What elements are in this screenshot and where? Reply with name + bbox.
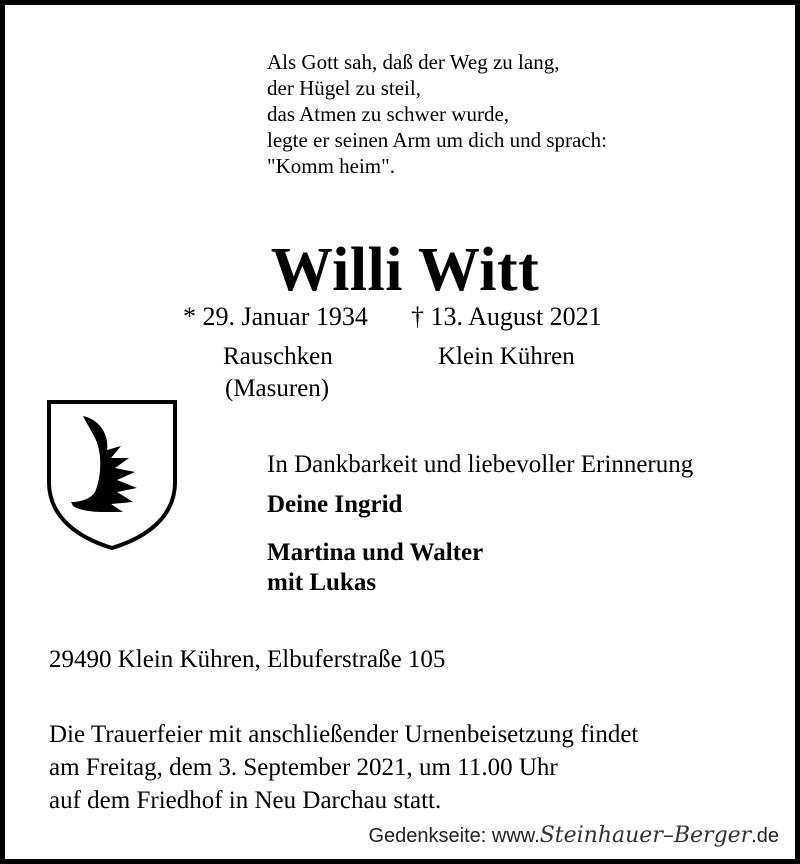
url-suffix: .de: [751, 825, 779, 847]
poem-line: legte er seinen Arm um dich und sprach:: [267, 128, 607, 152]
death-date: † 13. August 2021: [411, 302, 602, 331]
notice-line: Die Trauerfeier mit anschließender Urnenbeisetzung findet: [49, 721, 639, 748]
brand-name-part2: Berger: [673, 823, 752, 848]
notice-line: am Freitag, dem 3. September 2021, um 11.00 Uhr: [49, 754, 558, 781]
deathplace: Klein Kühren: [438, 343, 575, 370]
poem-line: das Atmen zu schwer wurde,: [267, 102, 510, 126]
memorial-label: Gedenkseite:: [368, 825, 487, 847]
birth-date: * 29. Januar 1934: [183, 302, 368, 331]
mourner-name: mit Lukas: [267, 569, 377, 596]
poem-line: Als Gott sah, daß der Weg zu lang,: [267, 50, 560, 74]
url-prefix: www.: [491, 825, 540, 847]
dedication-line: In Dankbarkeit und liebevoller Erinnerung: [267, 451, 694, 478]
birthplace-region: (Masuren): [225, 375, 330, 402]
coat-of-arms-antler-icon: [45, 398, 180, 550]
brand-separator: –: [662, 823, 674, 848]
mourner-name: Deine Ingrid: [267, 491, 403, 518]
family-address: 29490 Klein Kühren, Elbuferstraße 105: [49, 646, 446, 673]
brand-name-part1: Steinhauer: [539, 823, 663, 848]
funeral-notice: [49, 718, 638, 817]
poem: [267, 49, 707, 179]
notice-line: auf dem Friedhof in Neu Darchau statt.: [49, 787, 442, 814]
birthplace: Rauschken: [223, 343, 333, 370]
memorial-page-link[interactable]: [369, 823, 780, 848]
poem-line: der Hügel zu steil,: [267, 76, 421, 100]
poem-line: "Komm heim".: [267, 154, 395, 178]
mourner-name: Martina und Walter: [267, 539, 484, 566]
deceased-name: Willi Witt: [270, 236, 540, 304]
